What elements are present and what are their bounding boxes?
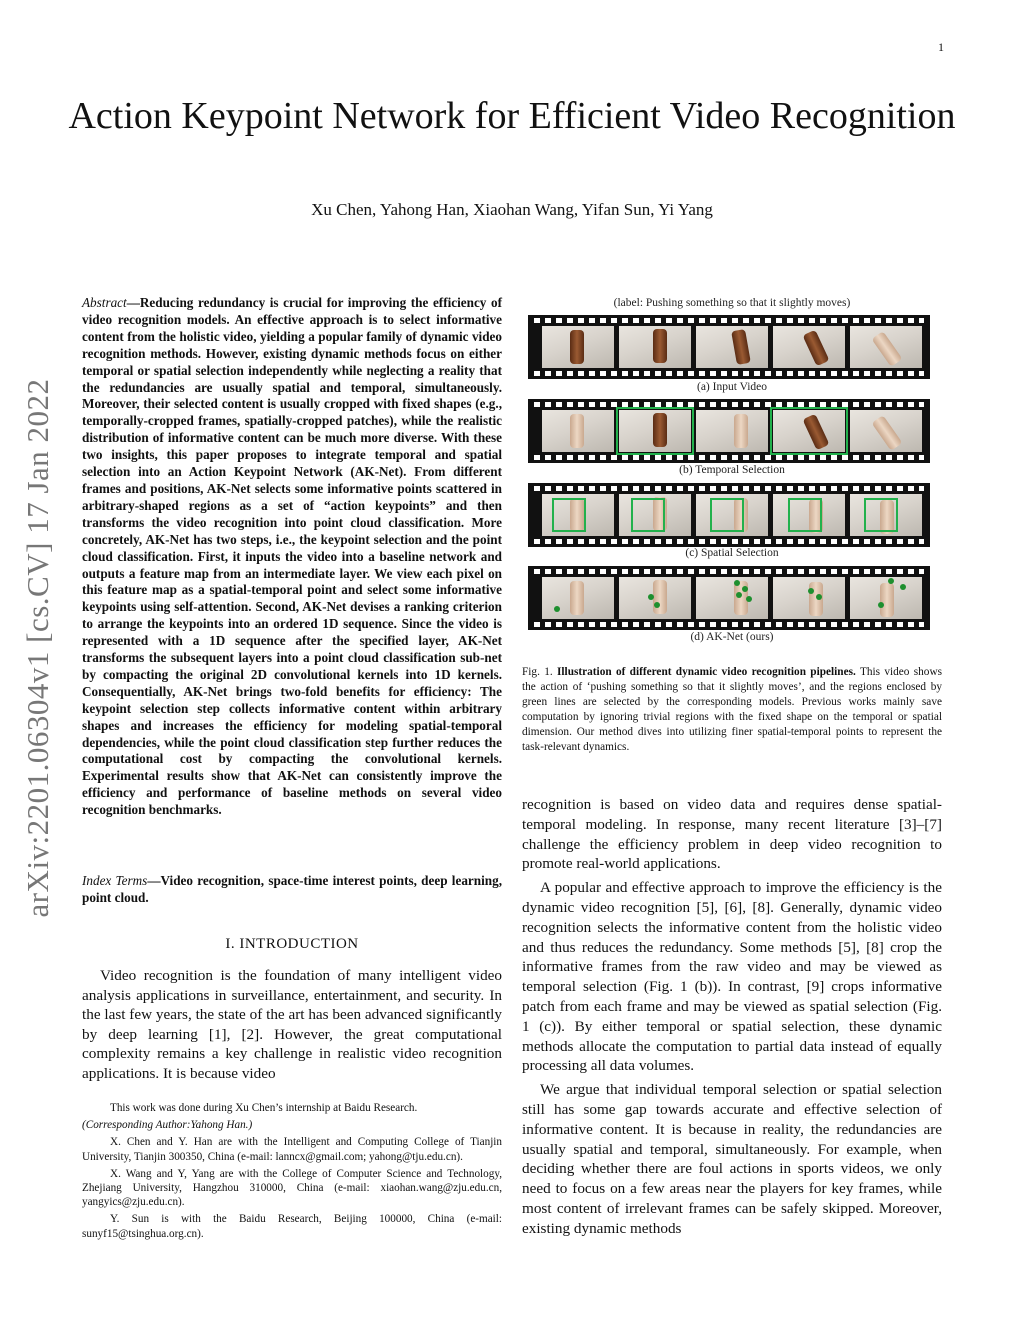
video-frame — [619, 326, 691, 368]
video-frame — [542, 410, 614, 452]
action-keypoint — [742, 586, 748, 592]
footnotes — [82, 1101, 502, 1244]
index-terms-text: —Video recognition, space-time interest points, deep learning, point cloud. — [82, 873, 502, 905]
section-heading: I. INTRODUCTION — [225, 936, 359, 952]
video-frame — [696, 577, 768, 619]
action-keypoint — [888, 578, 894, 584]
video-frame — [773, 577, 845, 619]
action-keypoint — [816, 594, 822, 600]
right-column-body — [522, 795, 942, 1243]
spatial-selection-box — [788, 498, 822, 532]
action-keypoint — [878, 602, 884, 608]
caption-prefix: Fig. 1. — [522, 666, 553, 678]
temporal-selection-box — [770, 407, 848, 455]
film-strip-ak-net — [528, 566, 930, 630]
action-keypoint — [734, 580, 740, 586]
film-strip-temporal-selection — [528, 399, 930, 463]
action-keypoint — [746, 596, 752, 602]
paragraph-dynamic-recognition: A popular and effective approach to improve the efficiency is the dynamic video recognition [5], [6], [8]. Generally, dynamic video recognition selects the informative content from the holistic video and thus reduces the redundancy. Some methods [5], [8] crop the informative frames from the raw video and may be viewed as temporal selection (Fig. 1 (b)). In contrast, [9] crops informative patch from each frame and may be viewed as spatial selection (Fig. 1 (c)). By either temporal or spatial selection, these dynamic methods allocate the computation to partial data instead of equally processing all data volumes. — [522, 879, 942, 1075]
action-keypoint — [736, 592, 742, 598]
spatial-selection-box — [710, 498, 744, 532]
video-frame — [542, 326, 614, 368]
paragraph-continuation: recognition is based on video data and requires dense spatial-temporal modeling. In response, many recent literature [3]–[7] challenge the efficiency problem in deep video recognition to promote real-world applications. — [522, 796, 942, 873]
film-strip-input-video — [528, 315, 930, 379]
footnote-baidu: This work was done during Xu Chen’s internship at Baidu Research. — [110, 1102, 418, 1114]
subfigure-a-label: (a) Input Video — [697, 381, 767, 393]
author-list: Xu Chen, Yahong Han, Xiaohan Wang, Yifan Sun, Yi Yang — [311, 200, 713, 219]
abstract-label: Abstract — [82, 295, 127, 310]
spatial-selection-box — [552, 498, 586, 532]
action-keypoint — [554, 606, 560, 612]
subfigure-b-label: (b) Temporal Selection — [679, 464, 785, 476]
page-number: 1 — [938, 40, 944, 54]
paragraph-argument: We argue that individual temporal selection or spatial selection still has some gap towards accurate and effective selection of informative content. It is because in reality, the redundancies are usually spatial and temporal, simultaneously. For example, when deciding whether there are foul actions in sports videos, we only need to focus on a few areas near the players for key frames, while most content of irrelevant frames can be safely skipped. Moreover, existing dynamic methods — [522, 1081, 942, 1237]
footnote-sun: Y. Sun is with the Baidu Research, Beijing 100000, China (e-mail: sunyf15@tsinghua.org.cn). — [82, 1213, 502, 1240]
index-terms — [82, 872, 502, 906]
film-strip-spatial-selection — [528, 483, 930, 547]
action-keypoint — [900, 584, 906, 590]
action-keypoint — [654, 602, 660, 608]
abstract — [82, 295, 502, 819]
footnote-zhejiang: X. Wang and Y, Yang are with the College of Computer Science and Technology, Zhejiang University, Hangzhou 310000, China (e-mail: xiaohan.wang@zju.edu.cn, yangyics@zju.edu.cn). — [82, 1167, 502, 1209]
temporal-selection-box — [616, 407, 694, 455]
spatial-selection-box — [631, 498, 665, 532]
action-keypoint — [648, 594, 654, 600]
video-frame — [542, 577, 614, 619]
index-terms-label: Index Terms — [82, 873, 148, 888]
figure-caption — [522, 665, 942, 755]
video-frame — [850, 326, 922, 368]
intro-paragraph: Video recognition is the foundation of many intelligent video analysis applications in surveillance, entertainment, and security. In the last few years, the state of the art has been advanced significantly by deep learning [1], [2]. However, the great computational complexity remains a key challenge in realistic video recognition applications. It is because video — [82, 967, 502, 1082]
subfigure-c-label: (c) Spatial Selection — [685, 547, 779, 559]
caption-title: Illustration of different dynamic video recognition pipelines. — [557, 666, 856, 678]
video-frame — [850, 410, 922, 452]
video-frame — [696, 410, 768, 452]
video-frame — [619, 577, 691, 619]
arxiv-identifier[interactable]: arXiv:2201.06304v1 [cs.CV] 17 Jan 2022 — [20, 378, 55, 918]
footnote-tianjin: X. Chen and Y. Han are with the Intelligent and Computing College of Tianjin University, Tianjin 300350, China (e-mail: lanncx@gmail.com; yahong@tju.edu.cn). — [82, 1136, 502, 1163]
figure-top-label: (label: Pushing something so that it slightly moves) — [613, 297, 851, 309]
video-frame — [850, 577, 922, 619]
caption-text: This video shows the action of ‘pushing something so that it slightly moves’, and the regions enclosed by green lines are selected by the corresponding models. Previous works mainly save computation by ignoring trivial regions with the fixed shape on the temporal or spatial dimension. Our method dives into utilizing finer spatial-temporal points to represent the task-relevant dynamics. — [522, 666, 943, 753]
abstract-text: —Reducing redundancy is crucial for improving the efficiency of video recognition models. An effective approach is to select informative content from the holistic video, yielding a popular family of dynamic video recognition methods. However, existing dynamic methods focus on either temporal or spatial selection independently while neglecting a reality that the redundancies are usually spatial and temporal, simultaneously. Moreover, their selected content is usually cropped with fixed shapes (e.g., temporally-cropped frames, spatially-cropped patches), while the realistic distribution of informative content can be much more diverse. With these two insights, this paper proposes to integrate temporal and spatial selection into an Action Keypoint Network (AK-Net). From different frames and positions, AK-Net selects some informative points scattered in arbitrary-shaped regions as a set of “action keypoints” and then transforms the video recognition into point cloud classification. More concretely, AK-Net has two steps, i.e., the keypoint selection and the point cloud classification. First, it inputs the video into a baseline network and outputs a feature map from an intermediate layer. We view each pixel on this feature map as a spatial-temporal point and select some informative keypoints using self-attention. Second, AK-Net devises a ranking criterion to arrange the keypoints into an ordered 1D sequence. Since the video is represented with a 1D sequence after the specified layer, AK-Net transforms the subsequent layers into a point cloud classification sub-net by compacting the original 2D convolutional kernels into 1D kernels. Consequentially, AK-Net brings two-fold benefits for efficiency: The keypoint selection step collects informative content within arbitrary shapes and increases the efficiency for modeling spatial-temporal dependencies, while the point cloud classification step further reduces the computational cost by compacting the convolutional kernels. Experimental results show that AK-Net can consistently improve the efficiency and performance of baseline methods on several video recognition benchmarks. — [82, 295, 502, 818]
action-keypoint — [808, 588, 814, 594]
footnote-corresponding: (Corresponding Author:Yahong Han.) — [82, 1119, 253, 1132]
video-frame — [773, 326, 845, 368]
spatial-selection-box — [864, 498, 898, 532]
subfigure-d-label: (d) AK-Net (ours) — [690, 631, 774, 643]
video-frame — [696, 326, 768, 368]
paper-title: Action Keypoint Network for Efficient Video Recognition — [68, 95, 956, 137]
